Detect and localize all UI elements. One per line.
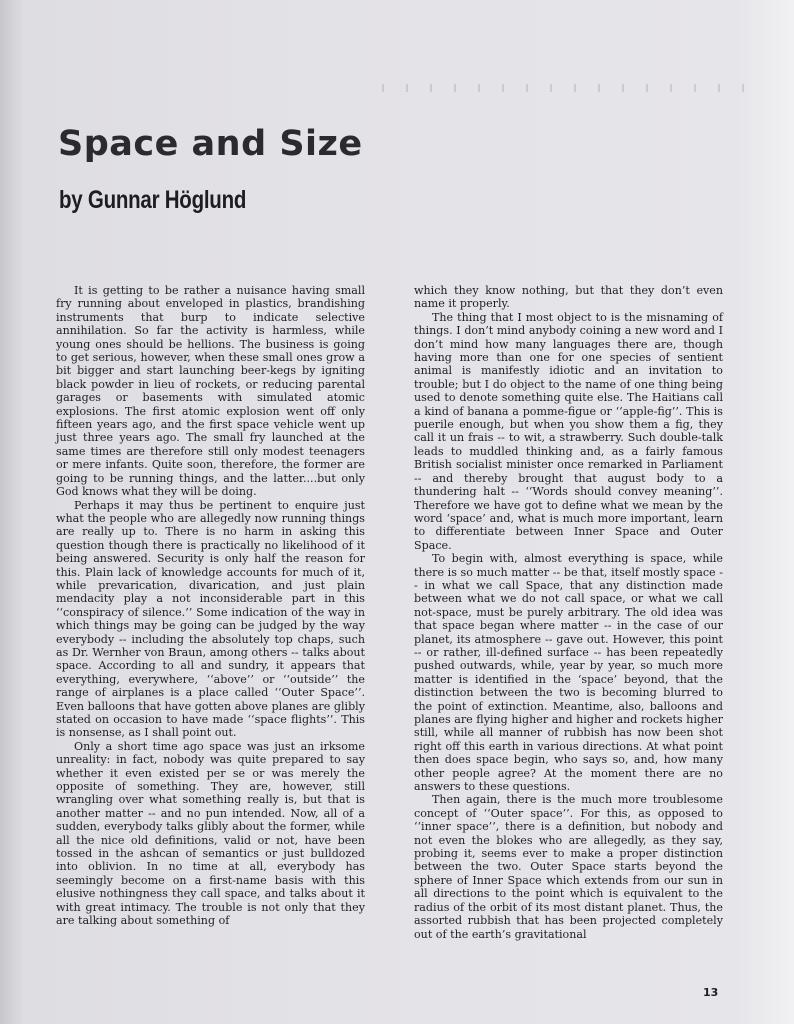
article-byline: by Gunnar Höglund — [59, 186, 247, 214]
left-column — [56, 284, 365, 928]
paragraph: Perhaps it may thus be pertinent to enquire just what the people who are allegedly now running things are really up to. There is no harm in asking this question though there is practically no likelihood of it being answered. Security is only half the reason for this. Plain lack of knowledge accounts for much of it, while prevarication, divarication, and just plain mendacity play a not inconsiderable part in this ‘‘conspiracy of silence.’’ Some indication of the way in which things may be going can be judged by the way everybody -- including the absolutely top chaps, such as Dr. Wernher von Braun, among others -- talks about space. According to all and sundry, it appears that everything, everywhere, ‘‘above’’ or ‘‘outside’’ the range of airplanes is a place called ‘‘Outer Space’’. Even balloons that have gotten above planes are glibly stated on occasion to have made ‘‘space flights’’. This is nonsense, as I shall point out. — [56, 498, 365, 740]
bleed-through-specks — [370, 84, 745, 92]
scan-left-edge — [0, 0, 22, 1024]
paragraph-continued: which they know nothing, but that they don’t even name it properly. — [414, 284, 723, 311]
right-column — [414, 284, 723, 941]
article-title: Space and Size — [58, 124, 363, 164]
page-number: 13 — [703, 986, 719, 999]
paragraph: It is getting to be rather a nuisance having small fry running about enveloped in plastics, brandishing instruments that burp to indicate selective annihilation. So far the activity is harmless, while young ones should be hellions. The business is going to get serious, however, when these small ones grow a bit bigger and start launching beer-kegs by igniting black powder in lieu of rockets, or reducing parental garages or basements with simulated atomic explosions. The first atomic explosion went off only fifteen years ago, and the first space vehicle went up just three years ago. The small fry launched at the same times are therefore still only modest teenagers or mere infants. Quite soon, therefore, the former are going to be running things, and the latter....but only God knows what they will be doing. — [56, 284, 365, 499]
paragraph: Then again, there is the much more troublesome concept of ‘‘Outer space’’. For this, as opposed to ‘‘inner space’’, there is a definition, but nobody and not even the blokes who are allegedly, as they say, probing it, seems ever to make a proper distinction between the two. Outer Space starts beyond the sphere of Inner Space which extends from our sun in all directions to the point which is equivalent to the radius of the orbit of its most distant planet. Thus, the assorted rubbish that has been projected completely out of the earth’s gravitational — [414, 793, 723, 941]
scan-right-edge — [736, 0, 794, 1024]
paragraph: To begin with, almost everything is space, while there is so much matter -- be that, itself mostly space -- in what we call Space, that any distinction made between what we do not call space, or what we call not-space, must be purely arbitrary. The old idea was that space began where matter -- in the case of our planet, its atmosphere -- gave out. However, this point -- or rather, ill-defined surface -- has been repeatedly pushed outwards, while, year by year, so much more matter is identified in the ‘space’ beyond, that the distinction between the two is becoming blurred to the point of extinction. Meantime, also, balloons and planes are flying higher and higher and rockets higher still, while all manner of rubbish has now been shot right off this earth in various directions. At what point then does space begin, who says so, and, how many other people agree? At the moment there are no answers to these questions. — [414, 552, 723, 794]
paragraph: Only a short time ago space was just an irksome unreality: in fact, nobody was quite prepared to say whether it even existed per se or was merely the opposite of something. They are, however, still wrangling over what something really is, but that is another matter -- and no pun intended. Now, all of a sudden, everybody talks glibly about the former, while all the nice old definitions, valid or not, have been tossed in the ashcan of semantics or just bulldozed into oblivion. In no time at all, everybody has seemingly become on a first-name basis with this elusive nothingness they call space, and talks about it with great intimacy. The trouble is not only that they are talking about something of — [56, 739, 365, 928]
paragraph: The thing that I most object to is the misnaming of things. I don’t mind anybody coining a new word and I don’t mind how many languages there are, though having more than one for one species of sentient animal is manifestly idiotic and an invitation to trouble; but I do object to the name of one thing being used to denote something quite else. The Haitians call a kind of banana a pomme-figue or ‘‘apple-fig’’. This is puerile enough, but when you show them a fig, they call it un frais -- to wit, a strawberry. Such double-talk leads to muddled thinking and, as a fairly famous British socialist minister once remarked in Parliament -- and thereby brought that august body to a thundering halt -- ‘‘Words should convey meaning’’. Therefore we have got to define what we mean by the word ‘space’ and, what is much more important, learn to differentiate between Inner Space and Outer Space. — [414, 310, 723, 552]
